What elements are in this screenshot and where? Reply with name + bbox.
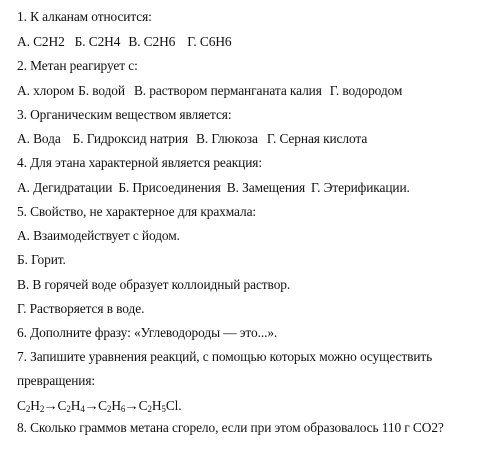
arrow-icon: → — [43, 398, 59, 413]
option-a: А. Вода — [17, 131, 61, 146]
worksheet — [17, 0, 498, 455]
question-1-options — [17, 34, 232, 50]
option-a: А. Дегидратации — [17, 180, 113, 195]
question-5-option-b: Б. Горит. — [17, 252, 66, 267]
option-a: А. C2H2 — [17, 34, 65, 49]
option-c: В. Глюкоза — [196, 131, 258, 146]
option-c: В. раствором перманганата калия — [133, 83, 322, 98]
question-4: 4. Для этана характерной является реакция: — [17, 155, 262, 170]
question-4-options — [17, 180, 410, 196]
question-8: 8. Сколько граммов метана сгорело, если при этом образовалось 110 г CO2? — [17, 420, 444, 435]
option-d: Г. Серная кислота — [266, 131, 368, 146]
option-a: А. хлором — [17, 83, 75, 98]
question-5-option-a: А. Взаимодействует с йодом. — [17, 228, 180, 243]
question-7: 7. Запишите уравнения реакций, с помощью которых можно осуществить — [17, 349, 433, 364]
option-b: Б. C2H4 — [74, 34, 121, 49]
formula-3: $C_2H_6$ — [98, 398, 126, 414]
question-5: 5. Свойство, не характерное для крахмала: — [17, 204, 257, 219]
formula-4: $C_2H_5Cl$. — [138, 398, 182, 414]
option-b: Б. Присоединения — [118, 180, 221, 195]
arrow-icon: → — [84, 398, 99, 413]
option-b: Б. водой — [78, 83, 125, 98]
arrow-icon: → — [124, 398, 140, 413]
question-2-options — [17, 83, 402, 99]
question-3-options — [17, 131, 367, 147]
question-1: 1. К алканам относится: — [17, 9, 152, 24]
question-5-option-d: Г. Растворяется в воде. — [17, 301, 145, 316]
option-d: Г. Этерификации. — [311, 180, 410, 195]
option-c: В. Замещения — [226, 180, 306, 195]
question-7-continued: превращения: — [17, 373, 96, 388]
question-2: 2. Метан реагирует с: — [17, 58, 138, 73]
option-d: Г. C6H6 — [187, 34, 232, 49]
question-6: 6. Дополните фразу: «Углеводороды — это...». — [17, 325, 278, 340]
question-3: 3. Органическим веществом является: — [17, 107, 232, 122]
option-c: В. C2H6 — [128, 34, 176, 49]
reaction-chain — [17, 398, 182, 414]
option-b: Б. Гидроксид натрия — [72, 131, 188, 146]
formula-2: $C_2H_4$ — [57, 398, 85, 414]
question-5-option-c: В. В горячей воде образует коллоидный раствор. — [17, 277, 291, 292]
option-d: Г. водородом — [329, 83, 403, 98]
formula-1: $C_2H_2$ — [17, 398, 45, 414]
